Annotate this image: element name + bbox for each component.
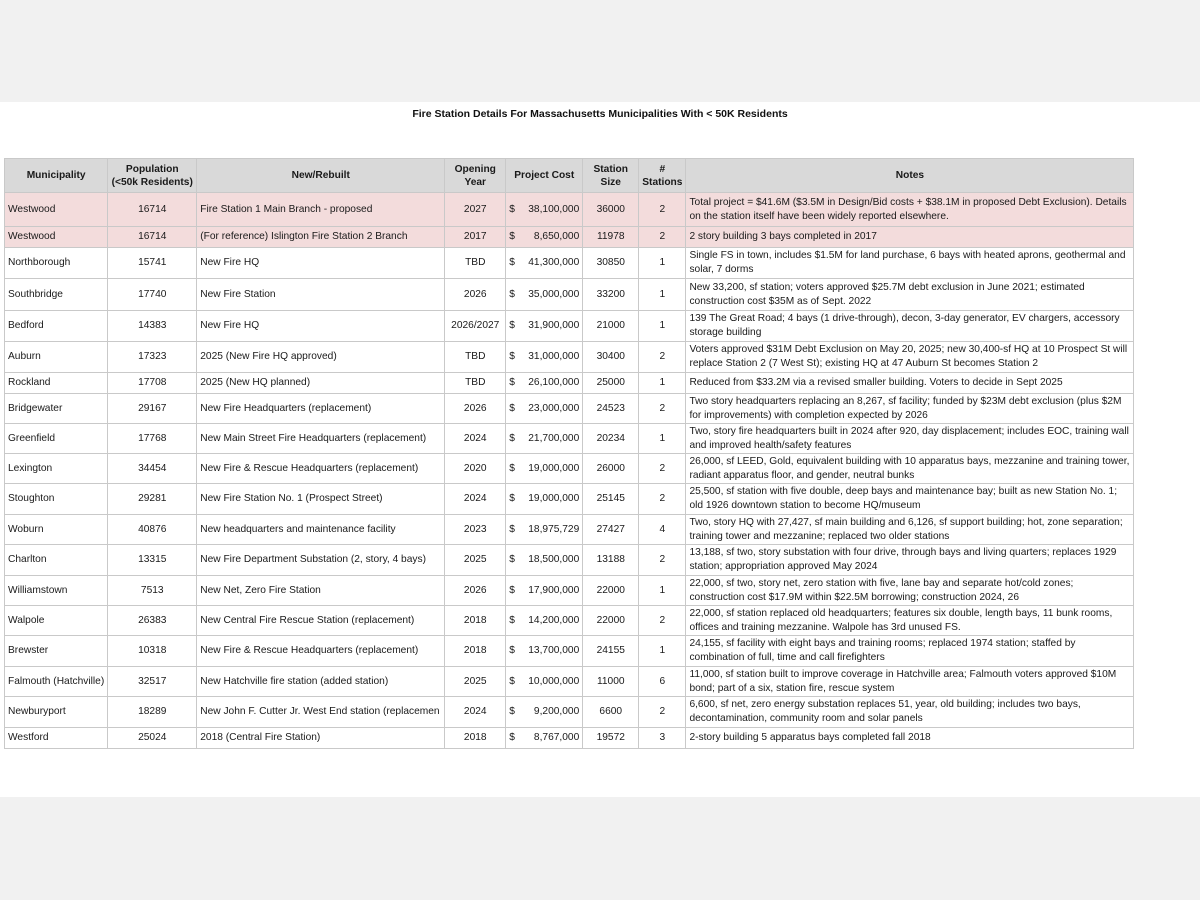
opening-year-cell: 2026 — [445, 279, 506, 311]
municipality-cell: Bedford — [5, 311, 108, 342]
currency-symbol: $ — [509, 706, 515, 717]
table-row — [5, 311, 1134, 342]
project-cost-value: 23,000,000 — [528, 402, 580, 414]
notes-cell: New 33,200, sf station; voters approved $25.7M debt exclusion in June 2021; estimated construction cost $35M as of Sept. 2022 — [686, 279, 1134, 311]
station-size-cell: 30850 — [583, 248, 639, 279]
header-population — [108, 159, 197, 193]
num-stations-cell: 1 — [639, 636, 686, 667]
population-cell: 17323 — [108, 342, 197, 373]
num-stations-cell: 1 — [639, 279, 686, 311]
population-cell: 10318 — [108, 636, 197, 667]
station-size-cell: 24155 — [583, 636, 639, 667]
table-row — [5, 394, 1134, 424]
table-row — [5, 606, 1134, 636]
project-cost-cell — [506, 636, 583, 667]
population-cell: 7513 — [108, 576, 197, 606]
population-cell: 29167 — [108, 394, 197, 424]
currency-symbol: $ — [509, 320, 515, 331]
station-size-cell: 26000 — [583, 454, 639, 484]
municipality-cell: Falmouth (Hatchville) — [5, 667, 108, 697]
header-population-line1: Population — [125, 163, 179, 175]
population-cell: 16714 — [108, 193, 197, 227]
municipality-cell: Greenfield — [5, 424, 108, 454]
opening-year-cell: 2026/2027 — [445, 311, 506, 342]
new-rebuilt-cell: 2025 (New Fire HQ approved) — [197, 342, 445, 373]
project-cost-cell — [506, 342, 583, 373]
currency-symbol: $ — [509, 732, 515, 743]
project-cost-cell — [506, 193, 583, 227]
header-notes: Notes — [686, 159, 1134, 193]
new-rebuilt-cell: New John F. Cutter Jr. West End station (replacemen — [197, 697, 445, 728]
population-cell: 34454 — [108, 454, 197, 484]
header-row — [5, 159, 1134, 193]
project-cost-cell — [506, 373, 583, 394]
project-cost-value: 8,650,000 — [533, 231, 580, 242]
header-new-rebuilt: New/Rebuilt — [197, 159, 445, 193]
notes-cell: 139 The Great Road; 4 bays (1 drive-through), decon, 3-day generator, EV chargers, accessory storage building — [686, 311, 1134, 342]
notes-cell: 22,000, sf station replaced old headquarters; features six double, length bays, 11 bunk rooms, offices and training mezzanine. Walpole has 3rd unused FS. — [686, 606, 1134, 636]
new-rebuilt-cell: New Hatchville fire station (added station) — [197, 667, 445, 697]
currency-symbol: $ — [509, 351, 515, 362]
currency-symbol: $ — [509, 288, 515, 300]
station-size-cell: 22000 — [583, 606, 639, 636]
new-rebuilt-cell: New Fire & Rescue Headquarters (replacement) — [197, 636, 445, 667]
new-rebuilt-cell: Fire Station 1 Main Branch - proposed — [197, 193, 445, 227]
project-cost-value: 19,000,000 — [528, 462, 580, 474]
municipality-cell: Woburn — [5, 515, 108, 545]
project-cost-value: 35,000,000 — [528, 288, 580, 300]
project-cost-cell — [506, 606, 583, 636]
num-stations-cell: 2 — [639, 342, 686, 373]
notes-cell: 11,000, sf station built to improve coverage in Hatchville area; Falmouth voters approved $10M bond; part of a six, station fire, rescue system — [686, 667, 1134, 697]
currency-symbol: $ — [509, 493, 515, 504]
table-row — [5, 515, 1134, 545]
station-size-cell: 27427 — [583, 515, 639, 545]
station-size-cell: 19572 — [583, 728, 639, 749]
station-size-cell: 25145 — [583, 484, 639, 515]
num-stations-cell: 3 — [639, 728, 686, 749]
project-cost-cell — [506, 311, 583, 342]
table-row — [5, 484, 1134, 515]
header-station-size: Station Size — [583, 159, 639, 193]
new-rebuilt-cell: New Fire Station — [197, 279, 445, 311]
project-cost-cell — [506, 576, 583, 606]
new-rebuilt-cell: 2018 (Central Fire Station) — [197, 728, 445, 749]
population-cell: 32517 — [108, 667, 197, 697]
municipality-cell: Lexington — [5, 454, 108, 484]
currency-symbol: $ — [509, 257, 515, 268]
municipality-cell: Westwood — [5, 227, 108, 248]
new-rebuilt-cell: New Main Street Fire Headquarters (replacement) — [197, 424, 445, 454]
population-cell: 25024 — [108, 728, 197, 749]
municipality-cell: Southbridge — [5, 279, 108, 311]
fire-station-table — [4, 158, 1134, 749]
currency-symbol: $ — [509, 645, 515, 656]
notes-cell: Reduced from $33.2M via a revised smaller building. Voters to decide in Sept 2025 — [686, 373, 1134, 394]
project-cost-cell — [506, 484, 583, 515]
station-size-cell: 6600 — [583, 697, 639, 728]
num-stations-cell: 2 — [639, 227, 686, 248]
population-cell: 16714 — [108, 227, 197, 248]
table-row — [5, 342, 1134, 373]
station-size-cell: 24523 — [583, 394, 639, 424]
table-body — [5, 193, 1134, 749]
population-cell: 17708 — [108, 373, 197, 394]
project-cost-cell — [506, 227, 583, 248]
new-rebuilt-cell: New Central Fire Rescue Station (replacement) — [197, 606, 445, 636]
project-cost-cell — [506, 728, 583, 749]
opening-year-cell: 2018 — [445, 636, 506, 667]
new-rebuilt-cell: New Fire Department Substation (2, story, 4 bays) — [197, 545, 445, 576]
num-stations-cell: 1 — [639, 576, 686, 606]
project-cost-value: 26,100,000 — [528, 377, 580, 388]
opening-year-cell: 2024 — [445, 424, 506, 454]
new-rebuilt-cell: New Net, Zero Fire Station — [197, 576, 445, 606]
station-size-cell: 11978 — [583, 227, 639, 248]
table-row — [5, 248, 1134, 279]
bottom-background-band — [0, 797, 1200, 900]
num-stations-cell: 2 — [639, 394, 686, 424]
project-cost-value: 17,900,000 — [528, 584, 580, 596]
municipality-cell: Westwood — [5, 193, 108, 227]
currency-symbol: $ — [509, 523, 515, 535]
station-size-cell: 21000 — [583, 311, 639, 342]
num-stations-cell: 1 — [639, 248, 686, 279]
currency-symbol: $ — [509, 554, 515, 565]
project-cost-cell — [506, 545, 583, 576]
header-num-stations: # Stations — [639, 159, 686, 193]
population-cell: 15741 — [108, 248, 197, 279]
notes-cell: 25,500, sf station with five double, deep bays and maintenance bay; built as new Station No. 1; old 1926 downtown station to become HQ/museum — [686, 484, 1134, 515]
opening-year-cell: 2025 — [445, 545, 506, 576]
currency-symbol: $ — [509, 402, 515, 414]
table-row — [5, 697, 1134, 728]
population-cell: 18289 — [108, 697, 197, 728]
currency-symbol: $ — [509, 432, 515, 444]
project-cost-value: 19,000,000 — [528, 493, 580, 504]
station-size-cell: 11000 — [583, 667, 639, 697]
notes-cell: 22,000, sf two, story net, zero station with five, lane bay and separate hot/cold zones; construction cost $17.9M within $22.5M borrowing; construction 2024, 26 — [686, 576, 1134, 606]
currency-symbol: $ — [509, 614, 515, 626]
new-rebuilt-cell: (For reference) Islington Fire Station 2 Branch — [197, 227, 445, 248]
table-row — [5, 193, 1134, 227]
table-row — [5, 636, 1134, 667]
header-municipality: Municipality — [5, 159, 108, 193]
municipality-cell: Northborough — [5, 248, 108, 279]
opening-year-cell: 2026 — [445, 394, 506, 424]
population-cell: 17740 — [108, 279, 197, 311]
opening-year-cell: 2026 — [445, 576, 506, 606]
notes-cell: 13,188, sf two, story substation with four drive, through bays and living quarters; replaces 1929 station; appropriation approved May 2024 — [686, 545, 1134, 576]
num-stations-cell: 2 — [639, 545, 686, 576]
opening-year-cell: TBD — [445, 373, 506, 394]
project-cost-value: 18,975,729 — [528, 523, 580, 535]
notes-cell: Total project = $41.6M ($3.5M in Design/Bid costs + $38.1M in proposed Debt Exclusion). Details on the station itself have been widely reported elsewhere. — [686, 193, 1134, 227]
notes-cell: Two, story HQ with 27,427, sf main building and 6,126, sf support building; hot, zone separation; training tower and mezzanine; replaced two older stations — [686, 515, 1134, 545]
currency-symbol: $ — [509, 203, 515, 215]
opening-year-cell: 2017 — [445, 227, 506, 248]
population-cell: 13315 — [108, 545, 197, 576]
station-size-cell: 25000 — [583, 373, 639, 394]
currency-symbol: $ — [509, 231, 515, 242]
table-row — [5, 279, 1134, 311]
opening-year-cell: 2024 — [445, 484, 506, 515]
project-cost-value: 31,000,000 — [528, 351, 580, 362]
currency-symbol: $ — [509, 462, 515, 474]
notes-cell: 6,600, sf net, zero energy substation replaces 51, year, old building; includes two bays, decontamination, community room and solar panels — [686, 697, 1134, 728]
new-rebuilt-cell: New Fire HQ — [197, 311, 445, 342]
table-row — [5, 667, 1134, 697]
project-cost-value: 18,500,000 — [528, 554, 580, 565]
opening-year-cell: 2025 — [445, 667, 506, 697]
opening-year-cell: TBD — [445, 248, 506, 279]
municipality-cell: Westford — [5, 728, 108, 749]
project-cost-cell — [506, 515, 583, 545]
currency-symbol: $ — [509, 675, 515, 687]
opening-year-cell: TBD — [445, 342, 506, 373]
table-title: Fire Station Details For Massachusetts Municipalities With < 50K Residents — [412, 108, 788, 120]
num-stations-cell: 4 — [639, 515, 686, 545]
station-size-cell: 36000 — [583, 193, 639, 227]
header-project-cost: Project Cost — [506, 159, 583, 193]
notes-cell: Two story headquarters replacing an 8,267, sf facility; funded by $23M debt exclusion (plus $2M for improvements) with completion expected by 2026 — [686, 394, 1134, 424]
notes-cell: 24,155, sf facility with eight bays and training rooms; replaced 1974 station; staffed by combination of full, time and call firefighters — [686, 636, 1134, 667]
table-row — [5, 227, 1134, 248]
project-cost-cell — [506, 279, 583, 311]
num-stations-cell: 1 — [639, 424, 686, 454]
new-rebuilt-cell: New Fire Headquarters (replacement) — [197, 394, 445, 424]
new-rebuilt-cell: New Fire & Rescue Headquarters (replacement) — [197, 454, 445, 484]
population-cell: 40876 — [108, 515, 197, 545]
project-cost-value: 10,000,000 — [528, 675, 580, 687]
num-stations-cell: 1 — [639, 373, 686, 394]
opening-year-cell: 2018 — [445, 728, 506, 749]
num-stations-cell: 2 — [639, 193, 686, 227]
project-cost-value: 13,700,000 — [528, 645, 580, 656]
station-size-cell: 30400 — [583, 342, 639, 373]
population-cell: 17768 — [108, 424, 197, 454]
new-rebuilt-cell: New headquarters and maintenance facility — [197, 515, 445, 545]
opening-year-cell: 2024 — [445, 697, 506, 728]
table-row — [5, 454, 1134, 484]
table-row — [5, 728, 1134, 749]
opening-year-cell: 2018 — [445, 606, 506, 636]
table-row — [5, 576, 1134, 606]
num-stations-cell: 2 — [639, 484, 686, 515]
municipality-cell: Charlton — [5, 545, 108, 576]
currency-symbol: $ — [509, 584, 515, 596]
project-cost-value: 14,200,000 — [528, 614, 580, 626]
header-opening-year: Opening Year — [445, 159, 506, 193]
station-size-cell: 33200 — [583, 279, 639, 311]
table-row — [5, 545, 1134, 576]
project-cost-value: 9,200,000 — [533, 706, 580, 717]
project-cost-value: 38,100,000 — [528, 203, 580, 215]
project-cost-value: 8,767,000 — [533, 732, 580, 743]
opening-year-cell: 2023 — [445, 515, 506, 545]
project-cost-cell — [506, 697, 583, 728]
municipality-cell: Walpole — [5, 606, 108, 636]
currency-symbol: $ — [509, 377, 515, 388]
project-cost-cell — [506, 248, 583, 279]
notes-cell: Voters approved $31M Debt Exclusion on May 20, 2025; new 30,400-sf HQ at 10 Prospect St will replace Station 2 (7 West St); existing HQ at 47 Auburn St becomes Station 2 — [686, 342, 1134, 373]
opening-year-cell: 2027 — [445, 193, 506, 227]
num-stations-cell: 2 — [639, 454, 686, 484]
population-cell: 29281 — [108, 484, 197, 515]
opening-year-cell: 2020 — [445, 454, 506, 484]
station-size-cell: 13188 — [583, 545, 639, 576]
station-size-cell: 22000 — [583, 576, 639, 606]
table-row — [5, 373, 1134, 394]
municipality-cell: Brewster — [5, 636, 108, 667]
new-rebuilt-cell: New Fire Station No. 1 (Prospect Street) — [197, 484, 445, 515]
num-stations-cell: 2 — [639, 606, 686, 636]
population-cell: 26383 — [108, 606, 197, 636]
num-stations-cell: 2 — [639, 697, 686, 728]
municipality-cell: Auburn — [5, 342, 108, 373]
project-cost-value: 31,900,000 — [528, 320, 580, 331]
municipality-cell: Rockland — [5, 373, 108, 394]
notes-cell: 26,000, sf LEED, Gold, equivalent building with 10 apparatus bays, mezzanine and training tower, radiant apparatus floor, and gender, neutral bunks — [686, 454, 1134, 484]
project-cost-cell — [506, 667, 583, 697]
project-cost-cell — [506, 454, 583, 484]
header-population-line2: (<50k Residents) — [111, 176, 193, 188]
municipality-cell: Williamstown — [5, 576, 108, 606]
project-cost-value: 21,700,000 — [528, 432, 580, 444]
notes-cell: 2 story building 3 bays completed in 2017 — [686, 227, 1134, 248]
project-cost-value: 41,300,000 — [528, 257, 580, 268]
new-rebuilt-cell: New Fire HQ — [197, 248, 445, 279]
num-stations-cell: 6 — [639, 667, 686, 697]
project-cost-cell — [506, 424, 583, 454]
notes-cell: Two, story fire headquarters built in 2024 after 920, day displacement; includes EOC, training wall and improved health/safety features — [686, 424, 1134, 454]
notes-cell: 2-story building 5 apparatus bays completed fall 2018 — [686, 728, 1134, 749]
station-size-cell: 20234 — [583, 424, 639, 454]
municipality-cell: Bridgewater — [5, 394, 108, 424]
notes-cell: Single FS in town, includes $1.5M for land purchase, 6 bays with heated aprons, geothermal and solar, 7 dorms — [686, 248, 1134, 279]
municipality-cell: Stoughton — [5, 484, 108, 515]
population-cell: 14383 — [108, 311, 197, 342]
num-stations-cell: 1 — [639, 311, 686, 342]
new-rebuilt-cell: 2025 (New HQ planned) — [197, 373, 445, 394]
municipality-cell: Newburyport — [5, 697, 108, 728]
project-cost-cell — [506, 394, 583, 424]
table-row — [5, 424, 1134, 454]
top-background-band — [0, 0, 1200, 102]
